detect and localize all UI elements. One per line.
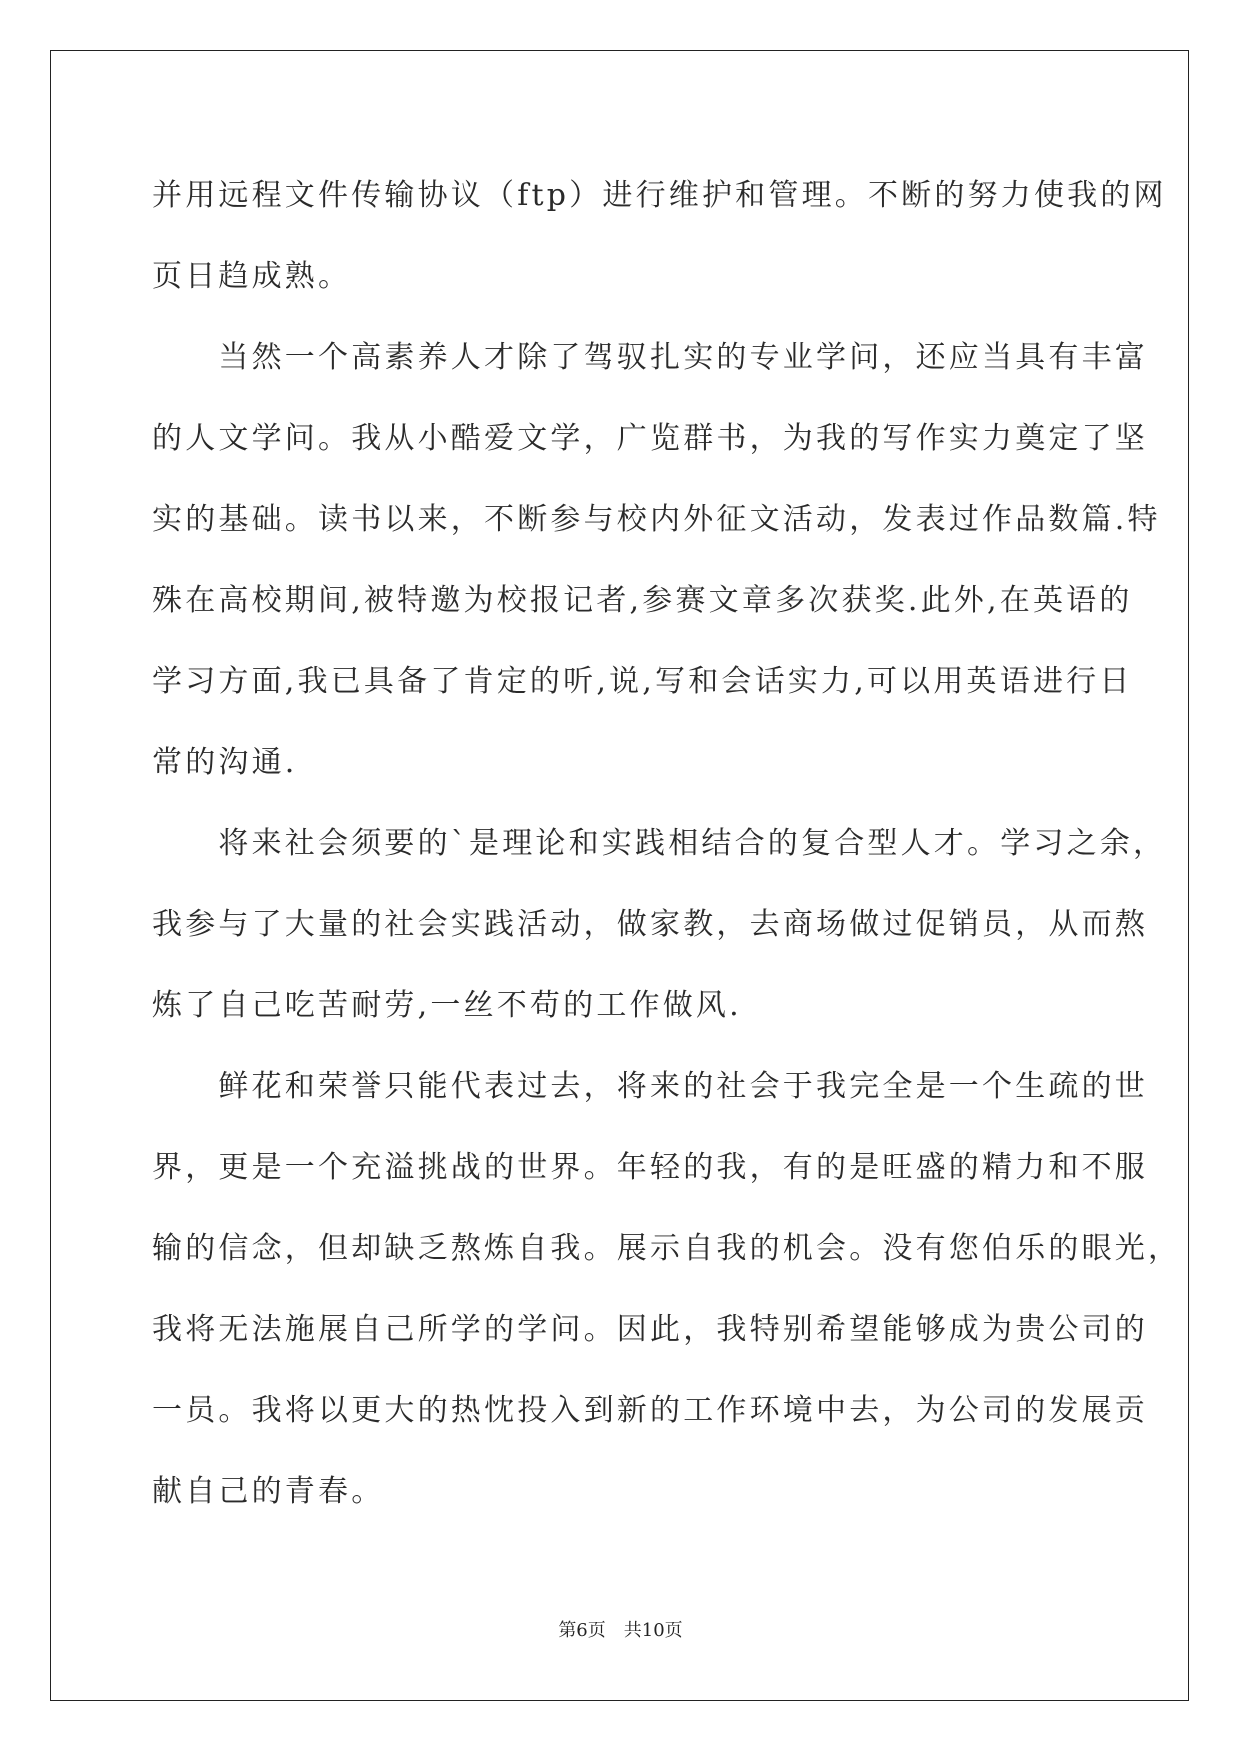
text-line: 炼了自己吃苦耐劳,一丝不苟的工作做风. — [152, 988, 742, 1023]
text-line: 一员。我将以更大的热忱投入到新的工作环境中去，为公司的发展贡 — [152, 1393, 1148, 1428]
text-line: 学习方面,我已具备了肯定的听,说,写和会话实力,可以用英语进行日 — [152, 664, 1133, 699]
text-line: 鲜花和荣誉只能代表过去，将来的社会于我完全是一个生疏的世 — [152, 1069, 1148, 1104]
text-line: 殊在高校期间,被特邀为校报记者,参赛文章多次获奖.此外,在英语的 — [152, 583, 1133, 618]
text-line: 将来社会须要的`是理论和实践相结合的复合型人才。学习之余， — [152, 826, 1167, 861]
text-line: 输的信念，但却缺乏熬炼自我。展示自我的机会。没有您伯乐的眼光， — [152, 1231, 1182, 1266]
document-body — [152, 155, 1182, 1532]
text-line: 常的沟通. — [152, 745, 298, 780]
text-line: 的人文学问。我从小酷爱文学，广览群书，为我的写作实力奠定了坚 — [152, 421, 1148, 456]
page-number: 第6页 共10页 — [558, 1620, 683, 1641]
text-line: 界，更是一个充溢挑战的世界。年轻的我，有的是旺盛的精力和不服 — [152, 1150, 1148, 1185]
text-line: 献自己的青春。 — [152, 1474, 385, 1509]
page-footer — [0, 1616, 1241, 1642]
text-line: 当然一个高素养人才除了驾驭扎实的专业学问，还应当具有丰富 — [152, 340, 1148, 375]
text-line: 并用远程文件传输协议（ftp）进行维护和管理。不断的努力使我的网 — [152, 178, 1167, 213]
text-line: 页日趋成熟。 — [152, 259, 352, 294]
text-line: 我参与了大量的社会实践活动，做家教，去商场做过促销员，从而熬 — [152, 907, 1148, 942]
text-line: 我将无法施展自己所学的学问。因此，我特别希望能够成为贵公司的 — [152, 1312, 1148, 1347]
text-line: 实的基础。读书以来，不断参与校内外征文活动，发表过作品数篇.特 — [152, 502, 1161, 537]
